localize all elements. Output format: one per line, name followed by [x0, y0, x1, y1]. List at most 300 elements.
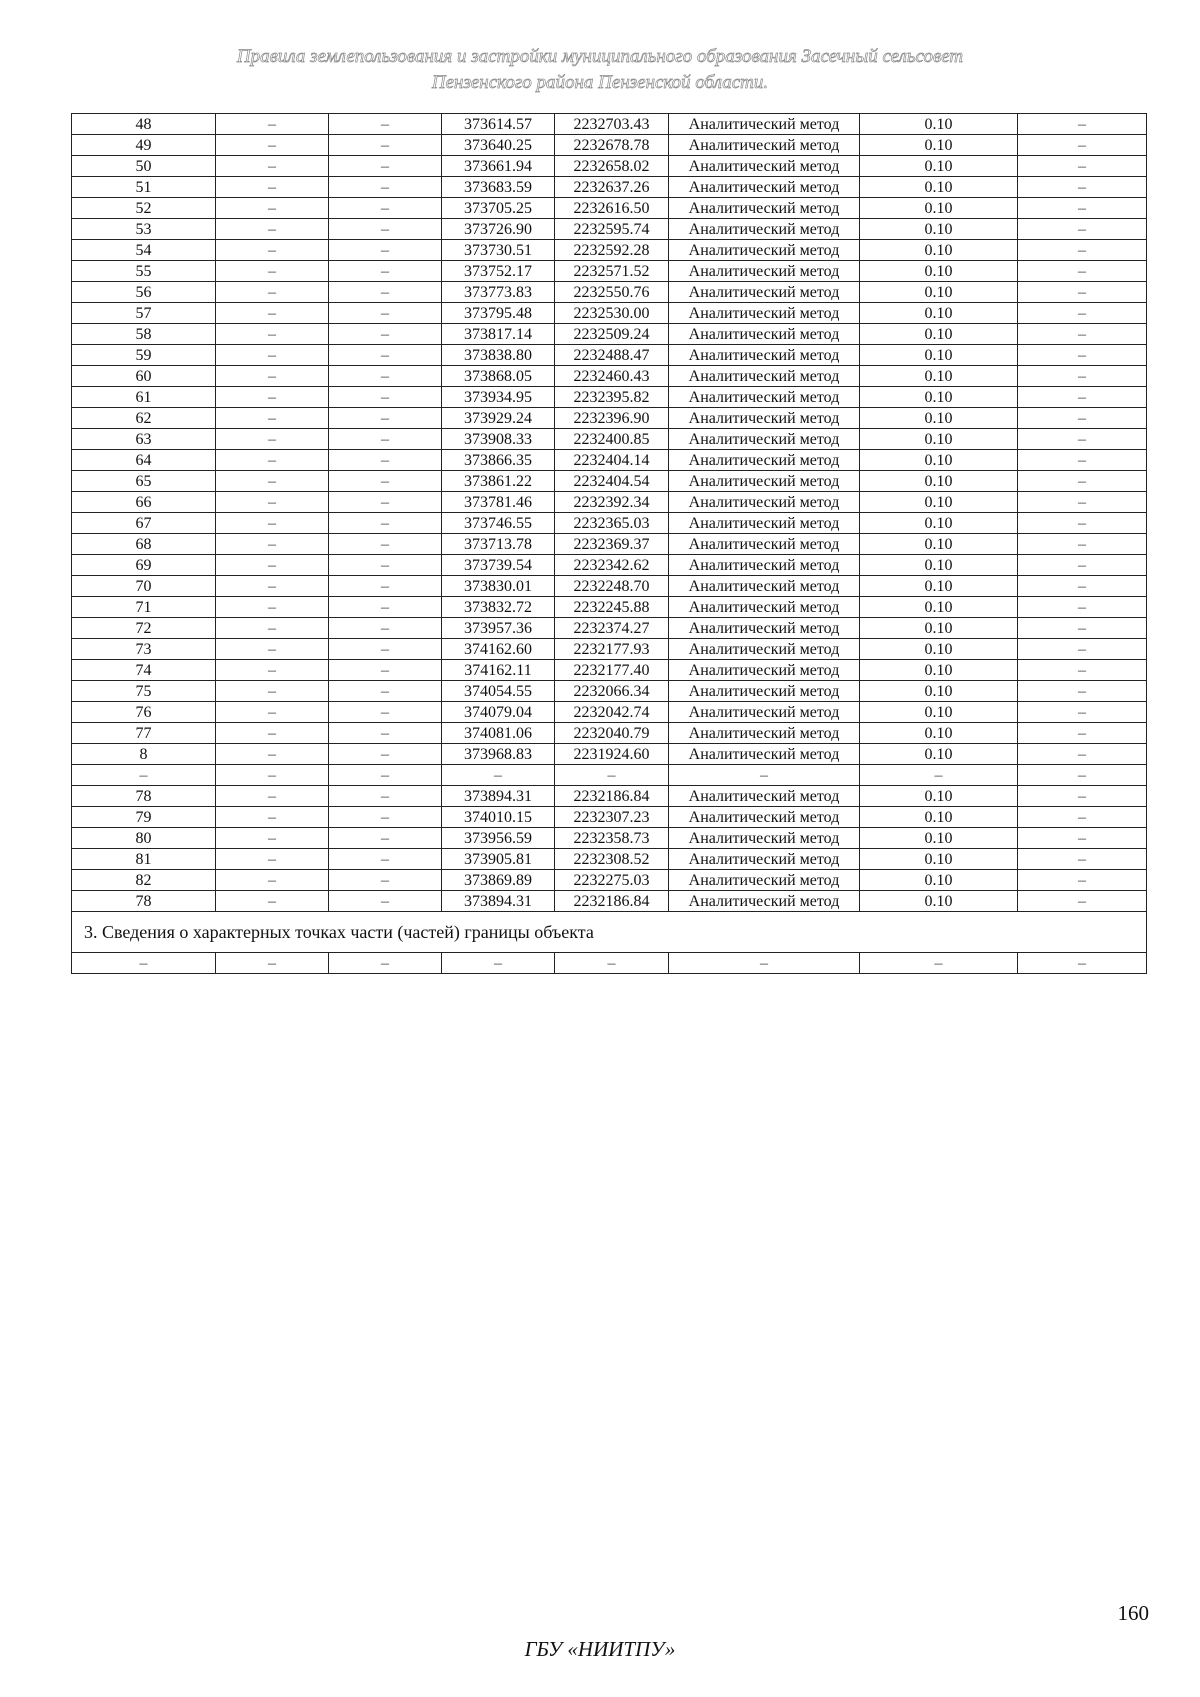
accuracy-cell: 0.10 — [860, 156, 1018, 177]
accuracy-cell: 0.10 — [860, 303, 1018, 324]
col-3-cell: – — [329, 471, 442, 492]
col-2-cell: – — [216, 492, 329, 513]
accuracy-cell: 0.10 — [860, 366, 1018, 387]
col-8-cell: – — [1018, 282, 1147, 303]
col-8-cell: – — [1018, 828, 1147, 849]
coord-x-cell: 374079.04 — [442, 702, 555, 723]
accuracy-cell: 0.10 — [860, 492, 1018, 513]
coord-y-cell: 2232040.79 — [555, 723, 669, 744]
accuracy-cell: 0.10 — [860, 282, 1018, 303]
method-cell: Аналитический метод — [669, 366, 860, 387]
table-row — [72, 513, 1147, 534]
coord-y-cell: 2232530.00 — [555, 303, 669, 324]
accuracy-cell: 0.10 — [860, 807, 1018, 828]
col-8-cell: – — [1018, 870, 1147, 891]
coord-x-cell: 373934.95 — [442, 387, 555, 408]
col-3-cell: – — [329, 702, 442, 723]
col-3-cell: – — [329, 135, 442, 156]
accuracy-cell: 0.10 — [860, 387, 1018, 408]
accuracy-cell: 0.10 — [860, 534, 1018, 555]
coord-y-cell: 2232177.40 — [555, 660, 669, 681]
col-2-cell: – — [216, 828, 329, 849]
table-row — [72, 387, 1147, 408]
coord-y-cell: 2232365.03 — [555, 513, 669, 534]
col-2-cell: – — [216, 471, 329, 492]
section-3 — [72, 912, 1147, 974]
point-number-cell: 69 — [72, 555, 216, 576]
point-number-cell: 82 — [72, 870, 216, 891]
section-3-cell: – — [1018, 953, 1147, 974]
table-row — [72, 471, 1147, 492]
coord-y-cell: 2232186.84 — [555, 786, 669, 807]
coordinates-table — [71, 113, 1147, 974]
method-cell: Аналитический метод — [669, 492, 860, 513]
point-number-cell: 57 — [72, 303, 216, 324]
col-2-cell: – — [216, 282, 329, 303]
point-number-cell: 49 — [72, 135, 216, 156]
col-8-cell: – — [1018, 744, 1147, 765]
table-row — [72, 492, 1147, 513]
method-cell: Аналитический метод — [669, 555, 860, 576]
method-cell: Аналитический метод — [669, 891, 860, 912]
method-cell: Аналитический метод — [669, 198, 860, 219]
coord-x-cell: 373746.55 — [442, 513, 555, 534]
col-2-cell: – — [216, 156, 329, 177]
method-cell: Аналитический метод — [669, 639, 860, 660]
point-number-cell: 56 — [72, 282, 216, 303]
table-row — [72, 345, 1147, 366]
coord-x-cell: 373614.57 — [442, 114, 555, 135]
col-8-cell: – — [1018, 723, 1147, 744]
method-cell: Аналитический метод — [669, 471, 860, 492]
table-row — [72, 450, 1147, 471]
coord-y-cell: 2232308.52 — [555, 849, 669, 870]
coord-x-cell: 373908.33 — [442, 429, 555, 450]
point-number-cell: 70 — [72, 576, 216, 597]
footer-organization: ГБУ «НИИТПУ» — [524, 1637, 676, 1661]
col-3-cell: – — [329, 114, 442, 135]
accuracy-cell: 0.10 — [860, 870, 1018, 891]
accuracy-cell: 0.10 — [860, 723, 1018, 744]
col-2-cell: – — [216, 408, 329, 429]
table-row — [72, 198, 1147, 219]
col-8-cell: – — [1018, 387, 1147, 408]
table-row — [72, 702, 1147, 723]
table-row — [72, 555, 1147, 576]
table-row — [72, 870, 1147, 891]
col-2-cell: – — [216, 765, 329, 786]
coord-y-cell: 2232703.43 — [555, 114, 669, 135]
point-number-cell: 62 — [72, 408, 216, 429]
method-cell: Аналитический метод — [669, 828, 860, 849]
table-row — [72, 744, 1147, 765]
accuracy-cell: 0.10 — [860, 660, 1018, 681]
point-number-cell: 8 — [72, 744, 216, 765]
coord-y-cell: 2232395.82 — [555, 387, 669, 408]
method-cell: Аналитический метод — [669, 282, 860, 303]
coord-y-cell: 2232042.74 — [555, 702, 669, 723]
table-row — [72, 660, 1147, 681]
coord-x-cell: 373869.89 — [442, 870, 555, 891]
table-row — [72, 723, 1147, 744]
method-cell: Аналитический метод — [669, 597, 860, 618]
accuracy-cell: – — [860, 765, 1018, 786]
method-cell: Аналитический метод — [669, 744, 860, 765]
table-row — [72, 681, 1147, 702]
col-2-cell: – — [216, 513, 329, 534]
method-cell: Аналитический метод — [669, 513, 860, 534]
point-number-cell: 78 — [72, 891, 216, 912]
col-8-cell: – — [1018, 156, 1147, 177]
table-row — [72, 618, 1147, 639]
point-number-cell: 65 — [72, 471, 216, 492]
method-cell: Аналитический метод — [669, 450, 860, 471]
col-2-cell: – — [216, 177, 329, 198]
table-row — [72, 639, 1147, 660]
point-number-cell: 53 — [72, 219, 216, 240]
col-8-cell: – — [1018, 198, 1147, 219]
col-2-cell: – — [216, 786, 329, 807]
coord-y-cell: 2232248.70 — [555, 576, 669, 597]
table-row — [72, 303, 1147, 324]
coord-x-cell: 373957.36 — [442, 618, 555, 639]
col-8-cell: – — [1018, 345, 1147, 366]
method-cell: Аналитический метод — [669, 870, 860, 891]
col-2-cell: – — [216, 429, 329, 450]
table-row — [72, 576, 1147, 597]
point-number-cell: 48 — [72, 114, 216, 135]
point-number-cell: 52 — [72, 198, 216, 219]
table-row — [72, 807, 1147, 828]
accuracy-cell: 0.10 — [860, 408, 1018, 429]
accuracy-cell: 0.10 — [860, 618, 1018, 639]
col-8-cell: – — [1018, 114, 1147, 135]
col-3-cell: – — [329, 828, 442, 849]
accuracy-cell: 0.10 — [860, 702, 1018, 723]
point-number-cell: 58 — [72, 324, 216, 345]
col-8-cell: – — [1018, 555, 1147, 576]
coord-x-cell: 373739.54 — [442, 555, 555, 576]
coord-y-cell: 2232616.50 — [555, 198, 669, 219]
col-8-cell: – — [1018, 492, 1147, 513]
col-8-cell: – — [1018, 702, 1147, 723]
point-number-cell: 67 — [72, 513, 216, 534]
accuracy-cell: 0.10 — [860, 114, 1018, 135]
coord-y-cell: 2232400.85 — [555, 429, 669, 450]
coord-y-cell: 2232374.27 — [555, 618, 669, 639]
method-cell: Аналитический метод — [669, 702, 860, 723]
col-2-cell: – — [216, 114, 329, 135]
col-2-cell: – — [216, 198, 329, 219]
col-3-cell: – — [329, 408, 442, 429]
accuracy-cell: 0.10 — [860, 240, 1018, 261]
point-number-cell: 76 — [72, 702, 216, 723]
method-cell: Аналитический метод — [669, 345, 860, 366]
coord-y-cell: 2232404.54 — [555, 471, 669, 492]
col-3-cell: – — [329, 177, 442, 198]
section-3-cell: – — [72, 953, 216, 974]
coord-x-cell: 373640.25 — [442, 135, 555, 156]
coord-y-cell: 2231924.60 — [555, 744, 669, 765]
coordinates-table-body — [72, 114, 1147, 912]
page-number: 160 — [1117, 1601, 1149, 1625]
col-8-cell: – — [1018, 849, 1147, 870]
coord-y-cell: 2232275.03 — [555, 870, 669, 891]
method-cell: Аналитический метод — [669, 303, 860, 324]
col-2-cell: – — [216, 891, 329, 912]
col-8-cell: – — [1018, 261, 1147, 282]
point-number-cell: 81 — [72, 849, 216, 870]
method-cell: Аналитический метод — [669, 429, 860, 450]
method-cell: Аналитический метод — [669, 408, 860, 429]
point-number-cell: 55 — [72, 261, 216, 282]
coord-x-cell: 373838.80 — [442, 345, 555, 366]
col-2-cell: – — [216, 618, 329, 639]
table-row — [72, 408, 1147, 429]
point-number-cell: 80 — [72, 828, 216, 849]
coord-x-cell: 374162.11 — [442, 660, 555, 681]
coord-x-cell: 373868.05 — [442, 366, 555, 387]
col-3-cell: – — [329, 366, 442, 387]
coord-x-cell: 374081.06 — [442, 723, 555, 744]
coord-x-cell: 373905.81 — [442, 849, 555, 870]
coord-x-cell: 373832.72 — [442, 597, 555, 618]
col-3-cell: – — [329, 807, 442, 828]
col-8-cell: – — [1018, 639, 1147, 660]
coord-y-cell: 2232592.28 — [555, 240, 669, 261]
coord-x-cell: 373713.78 — [442, 534, 555, 555]
coord-y-cell: 2232637.26 — [555, 177, 669, 198]
table-row — [72, 828, 1147, 849]
table-row — [72, 366, 1147, 387]
point-number-cell: 51 — [72, 177, 216, 198]
col-3-cell: – — [329, 324, 442, 345]
point-number-cell: 78 — [72, 786, 216, 807]
col-8-cell: – — [1018, 534, 1147, 555]
col-2-cell: – — [216, 723, 329, 744]
point-number-cell: 71 — [72, 597, 216, 618]
col-3-cell: – — [329, 282, 442, 303]
point-number-cell: 59 — [72, 345, 216, 366]
table-row — [72, 135, 1147, 156]
col-3-cell: – — [329, 450, 442, 471]
coord-y-cell: 2232460.43 — [555, 366, 669, 387]
method-cell: Аналитический метод — [669, 324, 860, 345]
col-2-cell: – — [216, 849, 329, 870]
table-row — [72, 597, 1147, 618]
coord-y-cell: 2232186.84 — [555, 891, 669, 912]
coord-x-cell: 373752.17 — [442, 261, 555, 282]
method-cell: Аналитический метод — [669, 177, 860, 198]
document-header — [160, 44, 1040, 96]
col-3-cell: – — [329, 849, 442, 870]
col-8-cell: – — [1018, 618, 1147, 639]
table-row — [72, 156, 1147, 177]
coord-x-cell: 373705.25 — [442, 198, 555, 219]
method-cell: Аналитический метод — [669, 681, 860, 702]
coord-y-cell: 2232392.34 — [555, 492, 669, 513]
col-2-cell: – — [216, 345, 329, 366]
coord-x-cell: – — [442, 765, 555, 786]
coord-x-cell: 373726.90 — [442, 219, 555, 240]
table-row — [72, 219, 1147, 240]
accuracy-cell: 0.10 — [860, 177, 1018, 198]
method-cell: Аналитический метод — [669, 156, 860, 177]
table-row — [72, 786, 1147, 807]
col-3-cell: – — [329, 345, 442, 366]
col-2-cell: – — [216, 387, 329, 408]
col-3-cell: – — [329, 261, 442, 282]
col-8-cell: – — [1018, 597, 1147, 618]
accuracy-cell: 0.10 — [860, 639, 1018, 660]
accuracy-cell: 0.10 — [860, 597, 1018, 618]
col-8-cell: – — [1018, 471, 1147, 492]
coord-y-cell: 2232678.78 — [555, 135, 669, 156]
col-8-cell: – — [1018, 513, 1147, 534]
accuracy-cell: 0.10 — [860, 198, 1018, 219]
accuracy-cell: 0.10 — [860, 261, 1018, 282]
point-number-cell: – — [72, 765, 216, 786]
accuracy-cell: 0.10 — [860, 828, 1018, 849]
coord-x-cell: 374054.55 — [442, 681, 555, 702]
coord-y-cell: 2232396.90 — [555, 408, 669, 429]
point-number-cell: 61 — [72, 387, 216, 408]
accuracy-cell: 0.10 — [860, 891, 1018, 912]
coord-x-cell: 373730.51 — [442, 240, 555, 261]
table-row — [72, 324, 1147, 345]
accuracy-cell: 0.10 — [860, 429, 1018, 450]
coord-y-cell: 2232342.62 — [555, 555, 669, 576]
col-2-cell: – — [216, 744, 329, 765]
col-8-cell: – — [1018, 177, 1147, 198]
coord-y-cell: 2232571.52 — [555, 261, 669, 282]
coord-x-cell: 374010.15 — [442, 807, 555, 828]
point-number-cell: 75 — [72, 681, 216, 702]
col-3-cell: – — [329, 534, 442, 555]
col-3-cell: – — [329, 387, 442, 408]
col-2-cell: – — [216, 576, 329, 597]
col-8-cell: – — [1018, 240, 1147, 261]
method-cell: Аналитический метод — [669, 723, 860, 744]
col-3-cell: – — [329, 723, 442, 744]
coord-x-cell: 374162.60 — [442, 639, 555, 660]
method-cell: Аналитический метод — [669, 135, 860, 156]
accuracy-cell: 0.10 — [860, 681, 1018, 702]
col-2-cell: – — [216, 219, 329, 240]
col-3-cell: – — [329, 492, 442, 513]
col-3-cell: – — [329, 303, 442, 324]
col-3-cell: – — [329, 156, 442, 177]
method-cell: – — [669, 765, 860, 786]
table-row — [72, 891, 1147, 912]
method-cell: Аналитический метод — [669, 534, 860, 555]
coord-x-cell: 373929.24 — [442, 408, 555, 429]
col-3-cell: – — [329, 891, 442, 912]
accuracy-cell: 0.10 — [860, 555, 1018, 576]
col-8-cell: – — [1018, 219, 1147, 240]
method-cell: Аналитический метод — [669, 807, 860, 828]
table-row — [72, 177, 1147, 198]
col-2-cell: – — [216, 555, 329, 576]
table-row — [72, 765, 1147, 786]
accuracy-cell: 0.10 — [860, 450, 1018, 471]
table-row — [72, 282, 1147, 303]
method-cell: Аналитический метод — [669, 849, 860, 870]
coord-y-cell: 2232509.24 — [555, 324, 669, 345]
col-8-cell: – — [1018, 324, 1147, 345]
section-3-title: 3. Сведения о характерных точках части (частей) границы объекта — [72, 912, 1147, 953]
coord-x-cell: 373830.01 — [442, 576, 555, 597]
col-2-cell: – — [216, 324, 329, 345]
method-cell: Аналитический метод — [669, 660, 860, 681]
coord-x-cell: 373773.83 — [442, 282, 555, 303]
section-3-cell: – — [860, 953, 1018, 974]
point-number-cell: 64 — [72, 450, 216, 471]
table-row — [72, 114, 1147, 135]
col-3-cell: – — [329, 219, 442, 240]
col-3-cell: – — [329, 639, 442, 660]
section-3-cell: – — [216, 953, 329, 974]
col-3-cell: – — [329, 240, 442, 261]
point-number-cell: 63 — [72, 429, 216, 450]
point-number-cell: 50 — [72, 156, 216, 177]
table-row — [72, 849, 1147, 870]
coord-x-cell: 373661.94 — [442, 156, 555, 177]
point-number-cell: 77 — [72, 723, 216, 744]
section-3-row — [72, 953, 1147, 974]
point-number-cell: 72 — [72, 618, 216, 639]
col-8-cell: – — [1018, 408, 1147, 429]
accuracy-cell: 0.10 — [860, 324, 1018, 345]
coord-x-cell: 373894.31 — [442, 891, 555, 912]
table-row — [72, 429, 1147, 450]
col-3-cell: – — [329, 660, 442, 681]
method-cell: Аналитический метод — [669, 786, 860, 807]
section-3-cell: – — [555, 953, 669, 974]
col-3-cell: – — [329, 681, 442, 702]
point-number-cell: 79 — [72, 807, 216, 828]
coord-y-cell: 2232658.02 — [555, 156, 669, 177]
section-3-cell: – — [442, 953, 555, 974]
col-2-cell: – — [216, 450, 329, 471]
method-cell: Аналитический метод — [669, 114, 860, 135]
method-cell: Аналитический метод — [669, 618, 860, 639]
col-8-cell: – — [1018, 450, 1147, 471]
point-number-cell: 54 — [72, 240, 216, 261]
col-2-cell: – — [216, 534, 329, 555]
coord-y-cell: – — [555, 765, 669, 786]
coord-x-cell: 373968.83 — [442, 744, 555, 765]
coord-y-cell: 2232307.23 — [555, 807, 669, 828]
col-3-cell: – — [329, 786, 442, 807]
col-3-cell: – — [329, 597, 442, 618]
col-2-cell: – — [216, 261, 329, 282]
accuracy-cell: 0.10 — [860, 576, 1018, 597]
coord-y-cell: 2232066.34 — [555, 681, 669, 702]
col-3-cell: – — [329, 513, 442, 534]
header-line-1: Правила землепользования и застройки муниципального образования Засечный сельсовет — [236, 46, 964, 67]
method-cell: Аналитический метод — [669, 387, 860, 408]
col-3-cell: – — [329, 870, 442, 891]
point-number-cell: 74 — [72, 660, 216, 681]
accuracy-cell: 0.10 — [860, 219, 1018, 240]
coord-x-cell: 373861.22 — [442, 471, 555, 492]
accuracy-cell: 0.10 — [860, 135, 1018, 156]
col-8-cell: – — [1018, 135, 1147, 156]
col-3-cell: – — [329, 765, 442, 786]
section-3-cell: – — [669, 953, 860, 974]
accuracy-cell: 0.10 — [860, 849, 1018, 870]
